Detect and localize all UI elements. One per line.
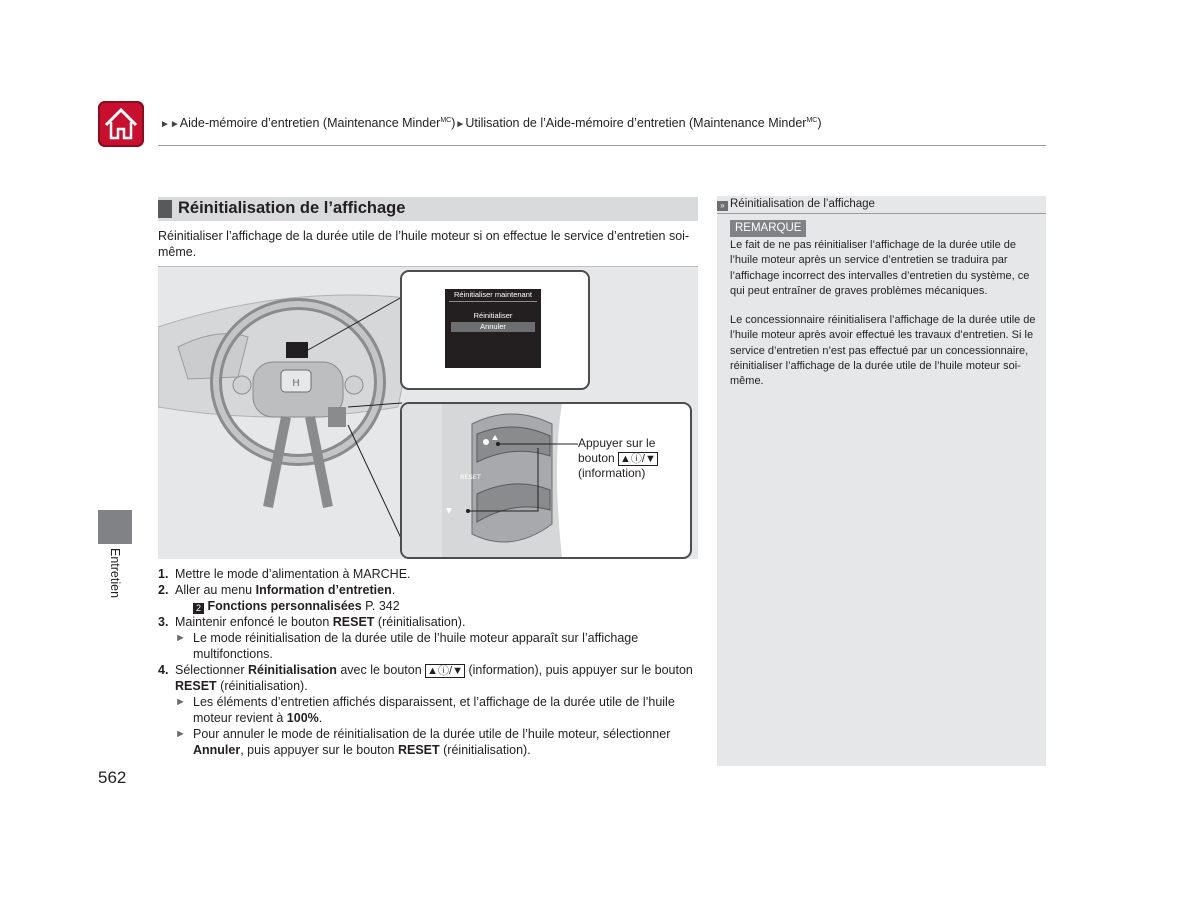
info-button-key: ▲ⓘ/▼ [620, 453, 656, 465]
info-button-key: ▲ⓘ/▼ [427, 665, 463, 677]
display-option-reset: Réinitialiser [473, 311, 513, 320]
trademark-sup-1: MC [440, 116, 452, 124]
page-number: 562 [98, 768, 127, 787]
percent-value: 100% [286, 711, 319, 725]
reference-arrow-icon: 2 [193, 603, 204, 614]
step-text: avec le bouton [336, 663, 426, 677]
step-number: 2. [158, 583, 169, 597]
button-callout [578, 436, 688, 481]
step-number: 4. [158, 663, 169, 677]
notice-badge: REMARQUE [730, 220, 806, 237]
chapter-tab-label: Entretien [108, 548, 122, 599]
result-text: Les éléments d’entretien affichés disparaissent, et l’affichage de la durée utile de l’huile moteur revient à [193, 695, 675, 725]
step-result [175, 726, 703, 758]
step-result [175, 630, 703, 662]
step-number: 1. [158, 567, 169, 581]
result-arrow-icon: ► [175, 728, 186, 740]
step-text: Mettre le mode d’alimentation à MARCHE. [175, 567, 411, 581]
result-text: (réinitialisation). [439, 743, 531, 757]
step-3 [158, 614, 703, 662]
step-text: (information), puis appuyer sur le bouton [464, 663, 693, 677]
step-text: Maintenir enfoncé le bouton [175, 615, 333, 629]
home-icon [98, 101, 144, 147]
callout-line-1: Appuyer sur le [578, 436, 656, 450]
step-text: . [391, 583, 396, 597]
menu-option: Annuler [193, 743, 241, 757]
switch-reset-label: RESET [460, 473, 481, 481]
menu-name: Information d’entretien [255, 583, 392, 597]
display-separator [449, 301, 537, 302]
section-heading [158, 197, 698, 221]
section-title: Réinitialisation de l’affichage [178, 199, 406, 217]
breadcrumb-item-1[interactable]: Aide-mémoire d’entretien (Maintenance Minder [179, 116, 441, 130]
step-4 [158, 662, 703, 758]
display-title: Réinitialiser maintenant [454, 290, 532, 299]
button-name: RESET [397, 743, 440, 757]
intro-paragraph: Réinitialiser l’affichage de la durée utile de l’huile moteur si on effectue le service d’entretien soi-même. [158, 229, 690, 259]
step-1 [158, 566, 703, 582]
button-name: RESET [332, 615, 375, 629]
callout-line-3: (information) [578, 466, 646, 480]
step-text: (réinitialisation). [216, 679, 308, 693]
breadcrumb-arrow-icon: ► [455, 119, 466, 130]
reference-title[interactable]: Fonctions personnalisées [207, 599, 362, 613]
breadcrumb: ►►Aide-mémoire d’entretien (Maintenance Minder$^{MC}$)►Utilisation de l’Aide-mémoire d’entretien (Maintenance Minder$^{MC}$) [160, 116, 822, 130]
trademark-sup-2: MC [806, 116, 818, 124]
result-text: Pour annuler le mode de réinitialisation de la durée utile de l’huile moteur, sélectionner [193, 727, 671, 741]
step-text: Aller au menu [175, 583, 256, 597]
side-note-divider [717, 213, 1046, 214]
side-note-title: Réinitialisation de l’affichage [730, 198, 875, 210]
double-chevron-icon: » [717, 201, 728, 211]
chapter-tab[interactable] [98, 510, 132, 544]
step-number: 3. [158, 615, 169, 629]
button-name: RESET [175, 679, 217, 693]
svg-text:H: H [292, 378, 300, 389]
side-note-paragraph-1: Le fait de ne pas réinitialiser l’affichage de la durée utile de l’huile moteur après un service d’entretien se traduira par l’affichage incorrect des intervalles d’entretien du système, ce qui peut entraîner de graves problèmes mécaniques. [730, 239, 1030, 297]
reference-page[interactable]: P. 342 [361, 599, 400, 613]
section-marker-icon [158, 200, 172, 218]
result-text: . [318, 711, 323, 725]
menu-option: Réinitialisation [247, 663, 337, 677]
result-arrow-icon: ► [175, 696, 186, 708]
step-text: Sélectionner [175, 663, 248, 677]
side-note-paragraph-2: Le concessionnaire réinitialisera l’affichage de la durée utile de l’huile moteur après avoir effectué les travaux d’entretien. Si le service d’entretien n’est pas effectué par un concessionnaire, réinitialiser l’affichage de la durée utile de l’huile moteur soi-même. [730, 314, 1036, 388]
procedure-steps [158, 566, 703, 758]
result-arrow-icon: ► [175, 632, 186, 644]
step-text: (réinitialisation). [374, 615, 466, 629]
breadcrumb-item-2[interactable]: Utilisation de l’Aide-mémoire d’entretien (Maintenance Minder [465, 116, 807, 130]
result-text: Le mode réinitialisation de la durée utile de l’huile moteur apparaît sur l’affichage multifonctions. [193, 631, 639, 661]
breadcrumb-arrow-icon: ►► [160, 119, 180, 130]
header-divider [158, 145, 1046, 146]
result-text: , puis appuyer sur le bouton [240, 743, 398, 757]
callout-line-2: bouton [578, 451, 615, 465]
home-button[interactable] [98, 101, 144, 147]
step-result [175, 694, 703, 726]
display-option-cancel: Annuler [451, 322, 535, 332]
cross-reference[interactable] [175, 598, 703, 614]
step-2 [158, 582, 703, 614]
side-note-heading [717, 196, 1046, 212]
